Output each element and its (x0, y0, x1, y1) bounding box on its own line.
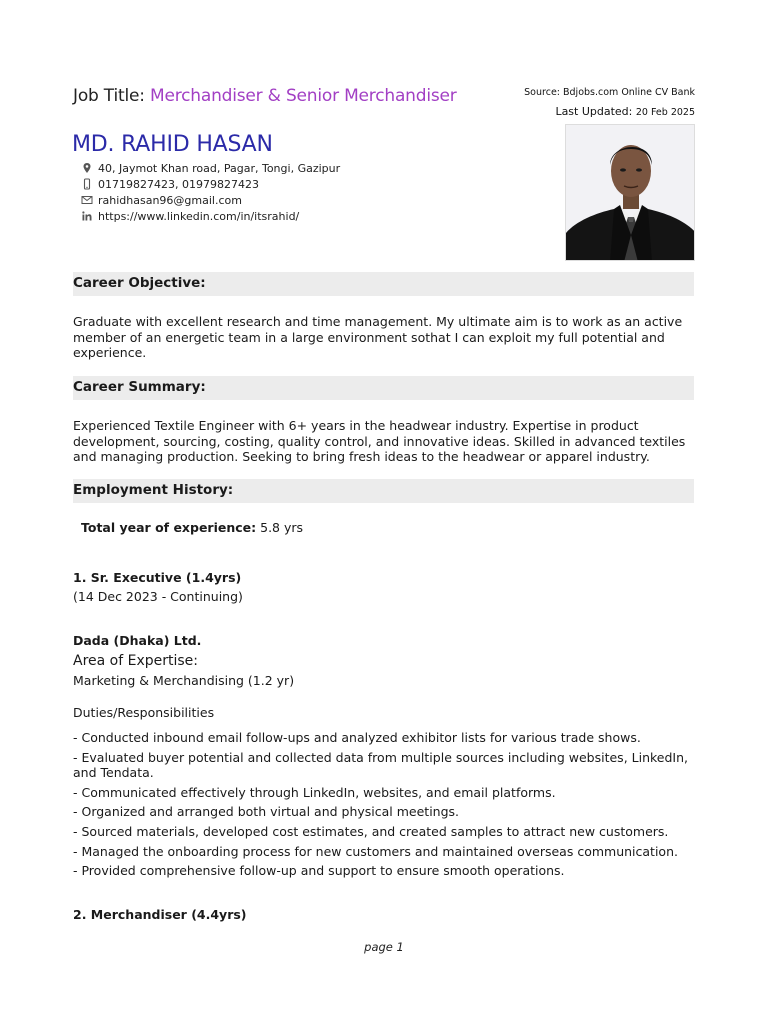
list-item: - Provided comprehensive follow-up and support to ensure smooth operations. (73, 863, 565, 879)
address-text: 40, Jaymot Khan road, Pagar, Tongi, Gazipur (98, 161, 341, 175)
section-employment-history-title: Employment History: (73, 479, 694, 503)
career-summary-text: Experienced Textile Engineer with 6+ years in the headwear industry. Expertise in product development, sourcing, costing, quality control, and innovative ideas. Skilled in advanced textiles and managing production. Seeking to bring fresh ideas to the headwear or apparel industry. (73, 418, 686, 465)
linkedin-icon (81, 210, 93, 222)
contact-linkedin (81, 208, 340, 224)
profile-photo (565, 124, 695, 261)
job-1-company: Dada (Dhaka) Ltd. (73, 633, 202, 648)
job-1-heading: 1. Sr. Executive (1.4yrs) (73, 570, 242, 585)
section-career-summary-title: Career Summary: (73, 376, 694, 400)
job-2-heading: 2. Merchandiser (4.4yrs) (73, 907, 247, 922)
career-objective-text: Graduate with excellent research and time management. My ultimate aim is to work as an active member of an energetic team in a large environment sothat I can exploit my full potential and experience. (73, 314, 683, 361)
page-number: page 1 (364, 940, 404, 954)
last-updated (555, 105, 695, 118)
email-link[interactable]: rahidhasan96@gmail.com (98, 193, 242, 207)
list-item: - Sourced materials, developed cost estimates, and created samples to attract new customers. (73, 823, 669, 839)
linkedin-link[interactable]: https://www.linkedin.com/in/itsrahid/ (98, 209, 300, 223)
last-updated-value: 20 Feb 2025 (635, 107, 695, 118)
mobile-phone-icon (81, 178, 93, 190)
phone-text: 01719827423, 01979827423 (98, 177, 259, 191)
section-career-objective-title: Career Objective: (73, 272, 694, 296)
list-item: - Managed the onboarding process for new customers and maintained overseas communication. (73, 843, 678, 859)
list-item: - Organized and arranged both virtual and physical meetings. (73, 804, 460, 820)
list-item: - Communicated effectively through LinkedIn, websites, and email platforms. (73, 784, 556, 800)
contact-email (81, 192, 340, 208)
total-experience-value: 5.8 yrs (260, 520, 304, 535)
job-1-duties-label: Duties/Responsibilities (73, 705, 215, 720)
job-1-duties-list (73, 730, 698, 883)
source-text: Source: Bdjobs.com Online CV Bank (524, 87, 695, 98)
envelope-icon (81, 194, 93, 206)
candidate-name: MD. RAHID HASAN (72, 132, 273, 157)
total-experience-label: Total year of experience: (81, 520, 257, 535)
list-item: - Conducted inbound email follow-ups and analyzed exhibitor lists for various trade shows. (73, 730, 641, 745)
total-experience (81, 520, 303, 535)
map-pin-icon (81, 162, 93, 174)
list-item: - Evaluated buyer potential and collected data from multiple sources including websites, LinkedIn, and Tendata. (73, 749, 688, 781)
contact-info (81, 160, 340, 224)
job-title-label: Job Title: (73, 86, 145, 106)
last-updated-label: Last Updated: (555, 105, 633, 118)
contact-phone (81, 176, 340, 192)
job-title (73, 86, 457, 106)
job-1-period: (14 Dec 2023 - Continuing) (73, 589, 243, 604)
contact-address (81, 160, 340, 176)
job-1-area-value: Marketing & Merchandising (1.2 yr) (73, 673, 295, 688)
job-1-area-label: Area of Expertise: (73, 653, 199, 669)
job-title-value: Merchandiser & Senior Merchandiser (150, 86, 457, 106)
